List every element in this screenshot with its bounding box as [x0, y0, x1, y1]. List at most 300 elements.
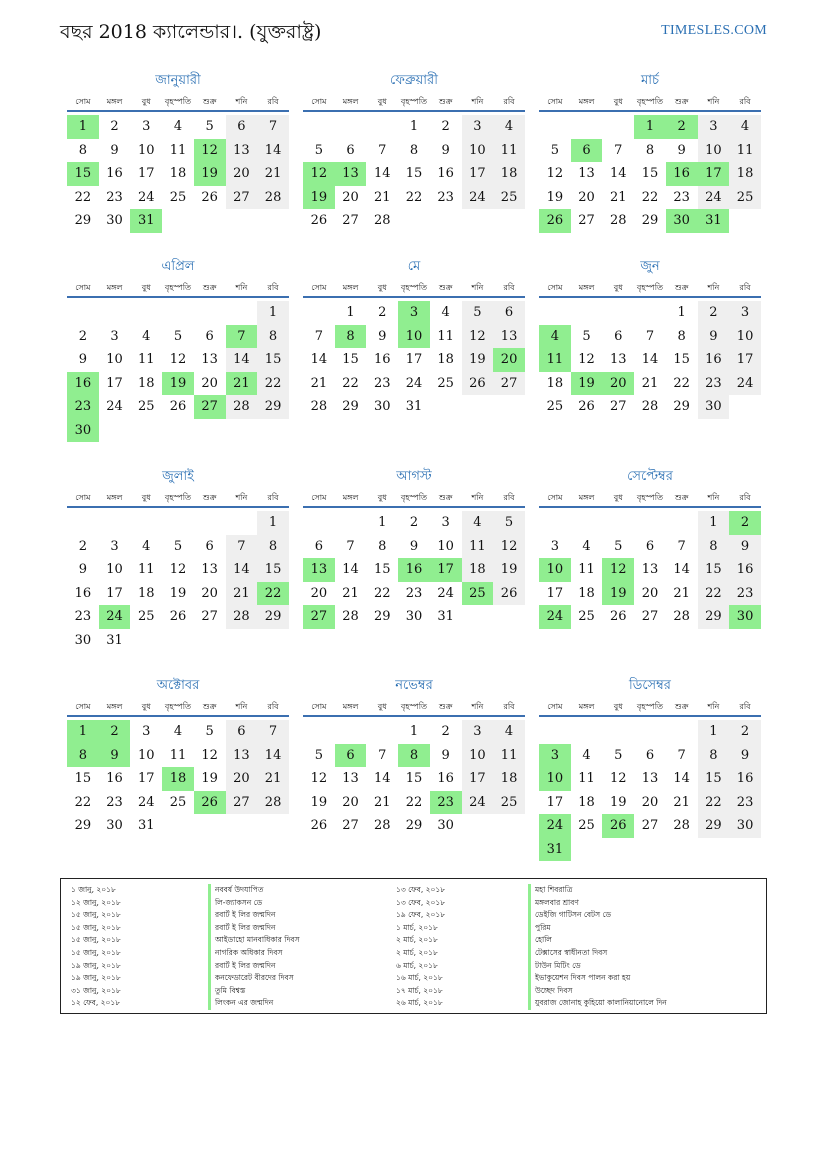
day-cell[interactable]: 3 — [462, 720, 494, 744]
day-cell[interactable]: 7 — [378, 142, 387, 158]
day-cell[interactable]: 17 — [405, 352, 423, 367]
day-cell[interactable]: 28 — [373, 818, 391, 833]
day-cell[interactable]: 13 — [609, 352, 627, 367]
day-cell[interactable]: 19 — [194, 162, 226, 186]
day-cell[interactable]: 25 — [546, 399, 564, 414]
day-cell[interactable]: 1 — [409, 119, 419, 134]
day-cell[interactable]: 21 — [226, 372, 258, 396]
day-cell[interactable]: 1 — [346, 305, 355, 320]
day-cell[interactable]: 15 — [405, 771, 423, 786]
day-cell[interactable]: 10 — [539, 558, 571, 582]
day-cell[interactable]: 29 — [373, 609, 391, 624]
day-cell[interactable]: 21 — [342, 585, 359, 601]
day-cell[interactable]: 2 — [441, 119, 450, 134]
day-cell[interactable]: 13 — [226, 139, 258, 163]
day-cell[interactable]: 8 — [257, 535, 289, 559]
day-cell[interactable]: 24 — [462, 186, 494, 210]
day-cell[interactable]: 24 — [405, 375, 423, 391]
day-cell[interactable]: 19 — [162, 372, 194, 396]
day-cell[interactable]: 30 — [729, 814, 761, 838]
day-cell[interactable]: 19 — [462, 348, 494, 372]
day-cell[interactable]: 1 — [378, 515, 387, 530]
day-cell[interactable]: 5 — [173, 538, 183, 554]
day-cell[interactable]: 23 — [729, 791, 761, 815]
day-cell[interactable]: 22 — [673, 375, 690, 391]
day-cell[interactable]: 6 — [645, 538, 655, 554]
day-cell[interactable]: 17 — [546, 794, 564, 810]
day-cell[interactable]: 17 — [698, 162, 730, 186]
day-cell[interactable]: 16 — [106, 166, 123, 181]
day-cell[interactable]: 18 — [493, 162, 525, 186]
day-cell[interactable]: 29 — [74, 213, 92, 228]
day-cell[interactable]: 11 — [539, 348, 571, 372]
day-cell[interactable]: 26 — [578, 399, 595, 414]
day-cell[interactable]: 21 — [226, 582, 258, 606]
day-cell[interactable]: 12 — [462, 325, 494, 349]
day-cell[interactable]: 22 — [74, 189, 92, 205]
day-cell[interactable]: 13 — [335, 162, 367, 186]
day-cell[interactable]: 16 — [698, 348, 730, 372]
day-cell[interactable]: 18 — [137, 585, 155, 601]
day-cell[interactable]: 20 — [641, 794, 659, 810]
day-cell[interactable]: 10 — [539, 767, 571, 791]
day-cell[interactable]: 7 — [645, 328, 655, 344]
day-cell[interactable]: 20 — [602, 372, 634, 396]
day-cell[interactable]: 30 — [666, 209, 698, 233]
day-cell[interactable]: 9 — [441, 747, 450, 763]
day-cell[interactable]: 22 — [373, 585, 391, 601]
day-cell[interactable]: 5 — [205, 119, 214, 134]
day-cell[interactable]: 13 — [641, 771, 659, 786]
day-cell[interactable]: 20 — [493, 348, 525, 372]
day-cell[interactable]: 29 — [698, 605, 730, 629]
day-cell[interactable]: 8 — [335, 325, 367, 349]
day-cell[interactable]: 7 — [257, 720, 289, 744]
day-cell[interactable]: 13 — [201, 352, 218, 367]
day-cell[interactable]: 20 — [342, 794, 359, 810]
day-cell[interactable]: 17 — [106, 375, 123, 391]
day-cell[interactable]: 2 — [378, 305, 387, 320]
day-cell[interactable]: 2 — [78, 328, 87, 344]
day-cell[interactable]: 12 — [169, 352, 187, 367]
day-cell[interactable]: 23 — [106, 794, 123, 810]
day-cell[interactable]: 19 — [303, 186, 335, 210]
day-cell[interactable]: 29 — [405, 818, 423, 833]
day-cell[interactable]: 22 — [257, 372, 289, 396]
day-cell[interactable]: 9 — [378, 328, 387, 344]
day-cell[interactable]: 30 — [405, 609, 423, 624]
day-cell[interactable]: 5 — [614, 747, 623, 763]
site-link[interactable]: TIMESLES.COM — [661, 23, 767, 38]
day-cell[interactable]: 11 — [578, 562, 595, 577]
day-cell[interactable]: 14 — [373, 166, 391, 181]
day-cell[interactable]: 2 — [666, 115, 698, 139]
day-cell[interactable]: 28 — [673, 818, 690, 833]
day-cell[interactable]: 12 — [169, 562, 187, 577]
day-cell[interactable]: 16 — [398, 558, 430, 582]
day-cell[interactable]: 28 — [257, 791, 289, 815]
day-cell[interactable]: 11 — [462, 535, 494, 559]
day-cell[interactable]: 26 — [462, 372, 494, 396]
day-cell[interactable]: 24 — [106, 399, 123, 414]
day-cell[interactable]: 8 — [398, 744, 430, 768]
day-cell[interactable]: 14 — [257, 744, 289, 768]
day-cell[interactable]: 13 — [493, 325, 525, 349]
day-cell[interactable]: 30 — [74, 632, 92, 648]
day-cell[interactable]: 10 — [137, 142, 155, 158]
day-cell[interactable]: 21 — [673, 794, 690, 810]
day-cell[interactable]: 10 — [698, 139, 730, 163]
day-cell[interactable]: 27 — [342, 818, 359, 833]
day-cell[interactable]: 3 — [698, 115, 730, 139]
day-cell[interactable]: 10 — [462, 139, 494, 163]
day-cell[interactable]: 30 — [106, 213, 123, 228]
day-cell[interactable]: 25 — [578, 818, 595, 833]
day-cell[interactable]: 15 — [405, 166, 423, 181]
day-cell[interactable]: 12 — [609, 771, 627, 786]
day-cell[interactable]: 7 — [257, 115, 289, 139]
day-cell[interactable]: 14 — [373, 771, 391, 786]
day-cell[interactable]: 31 — [137, 818, 155, 833]
day-cell[interactable]: 4 — [142, 538, 151, 554]
day-cell[interactable]: 4 — [729, 115, 761, 139]
day-cell[interactable]: 29 — [641, 213, 659, 228]
day-cell[interactable]: 27 — [201, 609, 218, 624]
day-cell[interactable]: 29 — [673, 399, 690, 414]
day-cell[interactable]: 15 — [698, 767, 730, 791]
day-cell[interactable]: 17 — [137, 166, 155, 181]
day-cell[interactable]: 19 — [602, 582, 634, 606]
day-cell[interactable]: 1 — [698, 511, 730, 535]
day-cell[interactable]: 20 — [641, 585, 659, 601]
day-cell[interactable]: 5 — [493, 511, 525, 535]
day-cell[interactable]: 21 — [673, 585, 690, 601]
day-cell[interactable]: 5 — [550, 142, 559, 158]
day-cell[interactable]: 22 — [405, 794, 423, 810]
day-cell[interactable]: 26 — [539, 209, 571, 233]
day-cell[interactable]: 2 — [99, 720, 131, 744]
day-cell[interactable]: 9 — [110, 142, 119, 158]
day-cell[interactable]: 1 — [698, 720, 730, 744]
day-cell[interactable]: 11 — [169, 747, 187, 763]
day-cell[interactable]: 25 — [493, 791, 525, 815]
day-cell[interactable]: 26 — [201, 189, 218, 205]
day-cell[interactable]: 31 — [405, 399, 423, 414]
day-cell[interactable]: 27 — [303, 605, 335, 629]
day-cell[interactable]: 20 — [578, 189, 595, 205]
day-cell[interactable]: 26 — [169, 399, 187, 414]
day-cell[interactable]: 9 — [729, 535, 761, 559]
day-cell[interactable]: 5 — [205, 724, 214, 739]
day-cell[interactable]: 16 — [437, 166, 454, 181]
day-cell[interactable]: 8 — [67, 744, 99, 768]
day-cell[interactable]: 21 — [373, 794, 391, 810]
day-cell[interactable]: 26 — [310, 213, 328, 228]
day-cell[interactable]: 6 — [226, 115, 258, 139]
day-cell[interactable]: 7 — [677, 747, 686, 763]
day-cell[interactable]: 11 — [137, 352, 155, 367]
day-cell[interactable]: 10 — [106, 352, 123, 367]
day-cell[interactable]: 16 — [729, 558, 761, 582]
day-cell[interactable]: 16 — [666, 162, 698, 186]
day-cell[interactable]: 18 — [578, 585, 595, 601]
day-cell[interactable]: 5 — [314, 747, 323, 763]
day-cell[interactable]: 14 — [226, 558, 258, 582]
day-cell[interactable]: 30 — [437, 818, 454, 833]
day-cell[interactable]: 2 — [110, 119, 119, 134]
day-cell[interactable]: 9 — [99, 744, 131, 768]
day-cell[interactable]: 22 — [698, 791, 730, 815]
day-cell[interactable]: 8 — [378, 538, 387, 554]
day-cell[interactable]: 23 — [74, 609, 92, 624]
day-cell[interactable]: 16 — [373, 352, 391, 367]
day-cell[interactable]: 2 — [729, 511, 761, 535]
day-cell[interactable]: 20 — [226, 767, 258, 791]
day-cell[interactable]: 24 — [437, 585, 454, 601]
day-cell[interactable]: 31 — [437, 609, 454, 624]
day-cell[interactable]: 5 — [462, 301, 494, 325]
day-cell[interactable]: 5 — [614, 538, 623, 554]
day-cell[interactable]: 15 — [74, 771, 92, 786]
day-cell[interactable]: 4 — [441, 305, 450, 320]
day-cell[interactable]: 22 — [698, 582, 730, 606]
day-cell[interactable]: 3 — [142, 724, 151, 739]
day-cell[interactable]: 28 — [373, 213, 391, 228]
day-cell[interactable]: 4 — [539, 325, 571, 349]
day-cell[interactable]: 30 — [67, 419, 99, 443]
day-cell[interactable]: 4 — [173, 119, 183, 134]
day-cell[interactable]: 27 — [609, 399, 627, 414]
day-cell[interactable]: 20 — [201, 375, 218, 391]
day-cell[interactable]: 26 — [493, 582, 525, 606]
day-cell[interactable]: 10 — [462, 744, 494, 768]
day-cell[interactable]: 3 — [398, 301, 430, 325]
day-cell[interactable]: 22 — [342, 375, 359, 391]
day-cell[interactable]: 6 — [205, 538, 214, 554]
day-cell[interactable]: 17 — [729, 348, 761, 372]
day-cell[interactable]: 23 — [698, 372, 730, 396]
day-cell[interactable]: 7 — [346, 538, 355, 554]
day-cell[interactable]: 8 — [645, 142, 655, 158]
day-cell[interactable]: 24 — [729, 372, 761, 396]
day-cell[interactable]: 20 — [310, 585, 328, 601]
day-cell[interactable]: 15 — [698, 558, 730, 582]
day-cell[interactable]: 19 — [201, 771, 218, 786]
day-cell[interactable]: 7 — [226, 535, 258, 559]
day-cell[interactable]: 29 — [342, 399, 359, 414]
day-cell[interactable]: 13 — [342, 771, 359, 786]
day-cell[interactable]: 19 — [609, 794, 627, 810]
day-cell[interactable]: 17 — [106, 585, 123, 601]
day-cell[interactable]: 13 — [303, 558, 335, 582]
day-cell[interactable]: 19 — [493, 558, 525, 582]
day-cell[interactable]: 23 — [405, 585, 423, 601]
day-cell[interactable]: 25 — [169, 189, 187, 205]
day-cell[interactable]: 1 — [677, 305, 686, 320]
day-cell[interactable]: 17 — [462, 162, 494, 186]
day-cell[interactable]: 17 — [430, 558, 462, 582]
day-cell[interactable]: 28 — [342, 609, 359, 624]
day-cell[interactable]: 26 — [602, 814, 634, 838]
day-cell[interactable]: 10 — [106, 562, 123, 577]
day-cell[interactable]: 6 — [571, 139, 603, 163]
day-cell[interactable]: 19 — [571, 372, 603, 396]
day-cell[interactable]: 27 — [226, 791, 258, 815]
day-cell[interactable]: 1 — [67, 115, 99, 139]
day-cell[interactable]: 28 — [226, 605, 258, 629]
day-cell[interactable]: 15 — [257, 558, 289, 582]
day-cell[interactable]: 14 — [310, 352, 328, 367]
day-cell[interactable]: 18 — [162, 767, 194, 791]
day-cell[interactable]: 28 — [310, 399, 328, 414]
day-cell[interactable]: 25 — [462, 582, 494, 606]
day-cell[interactable]: 11 — [493, 744, 525, 768]
day-cell[interactable]: 22 — [405, 189, 423, 205]
day-cell[interactable]: 14 — [257, 139, 289, 163]
day-cell[interactable]: 6 — [645, 747, 655, 763]
day-cell[interactable]: 3 — [441, 515, 450, 530]
day-cell[interactable]: 21 — [373, 189, 391, 205]
day-cell[interactable]: 31 — [698, 209, 730, 233]
day-cell[interactable]: 13 — [201, 562, 218, 577]
day-cell[interactable]: 10 — [437, 538, 454, 554]
day-cell[interactable]: 28 — [641, 399, 659, 414]
day-cell[interactable]: 24 — [99, 605, 131, 629]
day-cell[interactable]: 18 — [729, 162, 761, 186]
day-cell[interactable]: 2 — [409, 515, 419, 530]
day-cell[interactable]: 24 — [462, 791, 494, 815]
day-cell[interactable]: 9 — [677, 142, 686, 158]
day-cell[interactable]: 18 — [546, 375, 564, 391]
day-cell[interactable]: 12 — [303, 162, 335, 186]
day-cell[interactable]: 9 — [409, 538, 419, 554]
day-cell[interactable]: 6 — [346, 142, 355, 158]
day-cell[interactable]: 22 — [74, 794, 92, 810]
day-cell[interactable]: 3 — [550, 538, 559, 554]
day-cell[interactable]: 1 — [409, 724, 419, 739]
day-cell[interactable]: 11 — [578, 771, 595, 786]
day-cell[interactable]: 11 — [169, 142, 187, 158]
day-cell[interactable]: 26 — [310, 818, 328, 833]
day-cell[interactable]: 6 — [493, 301, 525, 325]
day-cell[interactable]: 13 — [578, 166, 595, 181]
day-cell[interactable]: 4 — [462, 511, 494, 535]
day-cell[interactable]: 14 — [609, 166, 627, 181]
day-cell[interactable]: 3 — [142, 119, 151, 134]
day-cell[interactable]: 9 — [698, 325, 730, 349]
day-cell[interactable]: 15 — [373, 562, 391, 577]
day-cell[interactable]: 7 — [226, 325, 258, 349]
day-cell[interactable]: 4 — [493, 115, 525, 139]
day-cell[interactable]: 25 — [169, 794, 187, 810]
day-cell[interactable]: 30 — [106, 818, 123, 833]
day-cell[interactable]: 4 — [173, 724, 183, 739]
day-cell[interactable]: 13 — [226, 744, 258, 768]
day-cell[interactable]: 18 — [462, 558, 494, 582]
day-cell[interactable]: 17 — [137, 771, 155, 786]
day-cell[interactable]: 31 — [539, 838, 571, 862]
day-cell[interactable]: 18 — [437, 352, 454, 367]
day-cell[interactable]: 23 — [729, 582, 761, 606]
day-cell[interactable]: 23 — [430, 791, 462, 815]
day-cell[interactable]: 12 — [546, 166, 564, 181]
day-cell[interactable]: 8 — [698, 744, 730, 768]
day-cell[interactable]: 15 — [641, 166, 659, 181]
day-cell[interactable]: 21 — [310, 375, 328, 391]
day-cell[interactable]: 11 — [137, 562, 155, 577]
day-cell[interactable]: 5 — [314, 142, 323, 158]
day-cell[interactable]: 9 — [78, 562, 87, 577]
day-cell[interactable]: 1 — [634, 115, 666, 139]
day-cell[interactable]: 12 — [602, 558, 634, 582]
day-cell[interactable]: 31 — [106, 632, 123, 648]
day-cell[interactable]: 4 — [582, 747, 591, 763]
day-cell[interactable]: 3 — [539, 744, 571, 768]
day-cell[interactable]: 8 — [78, 142, 87, 158]
day-cell[interactable]: 15 — [67, 162, 99, 186]
day-cell[interactable]: 6 — [205, 328, 214, 344]
day-cell[interactable]: 21 — [257, 767, 289, 791]
day-cell[interactable]: 4 — [582, 538, 591, 554]
day-cell[interactable]: 14 — [641, 352, 659, 367]
day-cell[interactable]: 18 — [169, 166, 187, 181]
day-cell[interactable]: 5 — [173, 328, 183, 344]
day-cell[interactable]: 25 — [493, 186, 525, 210]
day-cell[interactable]: 3 — [110, 328, 119, 344]
day-cell[interactable]: 25 — [578, 609, 595, 624]
day-cell[interactable]: 25 — [729, 186, 761, 210]
day-cell[interactable]: 30 — [373, 399, 391, 414]
day-cell[interactable]: 15 — [257, 348, 289, 372]
day-cell[interactable]: 16 — [74, 585, 92, 601]
day-cell[interactable]: 23 — [106, 189, 123, 205]
day-cell[interactable]: 10 — [398, 325, 430, 349]
day-cell[interactable]: 23 — [437, 189, 454, 205]
day-cell[interactable]: 6 — [335, 744, 367, 768]
day-cell[interactable]: 10 — [137, 747, 155, 763]
day-cell[interactable]: 2 — [441, 724, 450, 739]
day-cell[interactable]: 30 — [729, 605, 761, 629]
day-cell[interactable]: 21 — [257, 162, 289, 186]
day-cell[interactable]: 1 — [257, 511, 289, 535]
day-cell[interactable]: 28 — [226, 395, 258, 419]
day-cell[interactable]: 23 — [673, 189, 690, 205]
day-cell[interactable]: 3 — [110, 538, 119, 554]
day-cell[interactable]: 11 — [493, 139, 525, 163]
day-cell[interactable]: 27 — [578, 213, 595, 228]
day-cell[interactable]: 3 — [462, 115, 494, 139]
day-cell[interactable]: 8 — [698, 535, 730, 559]
day-cell[interactable]: 8 — [257, 325, 289, 349]
day-cell[interactable]: 27 — [226, 186, 258, 210]
day-cell[interactable]: 23 — [67, 395, 99, 419]
day-cell[interactable]: 7 — [614, 142, 623, 158]
day-cell[interactable]: 25 — [137, 399, 155, 414]
day-cell[interactable]: 5 — [582, 328, 591, 344]
day-cell[interactable]: 14 — [342, 562, 359, 577]
day-cell[interactable]: 29 — [257, 395, 289, 419]
day-cell[interactable]: 28 — [609, 213, 627, 228]
day-cell[interactable]: 20 — [342, 189, 359, 205]
day-cell[interactable]: 6 — [226, 720, 258, 744]
day-cell[interactable]: 24 — [698, 186, 730, 210]
day-cell[interactable]: 6 — [614, 328, 623, 344]
day-cell[interactable]: 14 — [673, 562, 690, 577]
day-cell[interactable]: 27 — [493, 372, 525, 396]
day-cell[interactable]: 26 — [609, 609, 627, 624]
day-cell[interactable]: 18 — [493, 767, 525, 791]
day-cell[interactable]: 10 — [729, 325, 761, 349]
